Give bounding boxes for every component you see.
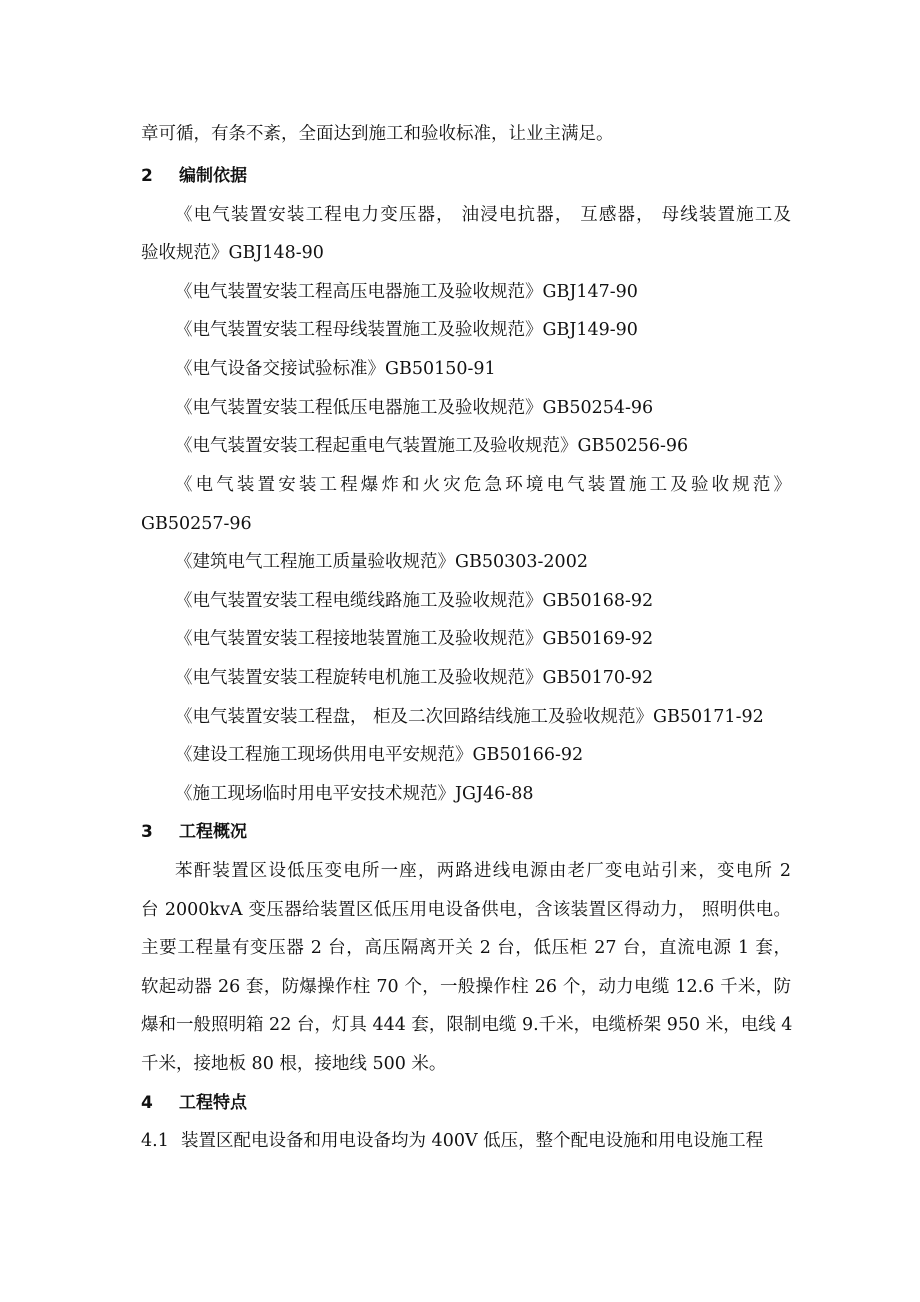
overview-line: 爆和一般照明箱 22 台，灯具 444 套，限制电缆 9.千米，电缆桥架 950 米，电线 4 <box>141 1015 793 1035</box>
standard-line: 《电气装置安装工程盘， 柜及二次回路结线施工及验收规范》GB50171-92 <box>175 707 764 727</box>
feature-item-text: 装置区配电设备和用电设备均为 400V 低压，整个配电设施和用电设施工程 <box>181 1131 764 1151</box>
standard-line: 《电气装置安装工程起重电气装置施工及验收规范》GB50256-96 <box>175 436 689 456</box>
section-3-title: 工程概况 <box>179 822 247 842</box>
section-3-heading <box>141 820 791 844</box>
section-2-heading <box>141 164 791 188</box>
standard-line: 验收规范》GBJ148-90 <box>141 243 324 263</box>
feature-item-number: 4.1 <box>141 1131 169 1151</box>
section-2-number: 2 <box>141 166 153 186</box>
overview-line: 千米，接地板 80 根，接地线 500 米。 <box>141 1054 447 1074</box>
section-2-title: 编制依据 <box>179 166 247 186</box>
overview-line: 软起动器 26 套，防爆操作柱 70 个，一般操作柱 26 个，动力电缆 12.6 千米，防 <box>141 977 791 997</box>
section-4-number: 4 <box>141 1093 153 1113</box>
feature-item-4-1 <box>141 1129 791 1153</box>
section-4-heading <box>141 1091 791 1115</box>
standard-line: 《电气装置安装工程爆炸和火灾危急环境电气装置施工及验收规范》 <box>175 475 791 495</box>
standard-line: 《电气装置安装工程母线装置施工及验收规范》GBJ149-90 <box>175 320 638 340</box>
intro-tail-paragraph: 章可循，有条不紊，全面达到施工和验收标准，让业主满足。 <box>141 124 614 144</box>
section-4-title: 工程特点 <box>179 1093 247 1113</box>
standard-line: GB50257-96 <box>141 514 252 534</box>
standard-line: 《电气装置安装工程旋转电机施工及验收规范》GB50170-92 <box>175 668 654 688</box>
section-3-number: 3 <box>141 822 153 842</box>
standard-line: 《电气装置安装工程电缆线路施工及验收规范》GB50168-92 <box>175 591 654 611</box>
standard-line: 《电气装置安装工程接地装置施工及验收规范》GB50169-92 <box>175 629 654 649</box>
overview-line: 台 2000kvA 变压器给装置区低压用电设备供电，含该装置区得动力， 照明供电。 <box>141 900 791 920</box>
overview-line: 苯酐装置区设低压变电所一座，两路进线电源由老厂变电站引来，变电所 2 <box>175 861 791 881</box>
standard-line: 《施工现场临时用电平安技术规范》JGJ46-88 <box>175 784 534 804</box>
standard-line: 《建设工程施工现场供用电平安规范》GB50166-92 <box>175 745 584 765</box>
overview-line: 主要工程量有变压器 2 台，高压隔离开关 2 台，低压柜 27 台，直流电源 1 套， <box>141 938 791 958</box>
standard-line: 《电气装置安装工程高压电器施工及验收规范》GBJ147-90 <box>175 282 638 302</box>
standard-line: 《电气设备交接试验标准》GB50150-91 <box>175 359 496 379</box>
standard-line: 《建筑电气工程施工质量验收规范》GB50303-2002 <box>175 552 588 572</box>
standard-line: 《电气装置安装工程低压电器施工及验收规范》GB50254-96 <box>175 398 654 418</box>
standard-line: 《电气装置安装工程电力变压器， 油浸电抗器， 互感器， 母线装置施工及 <box>175 205 791 225</box>
